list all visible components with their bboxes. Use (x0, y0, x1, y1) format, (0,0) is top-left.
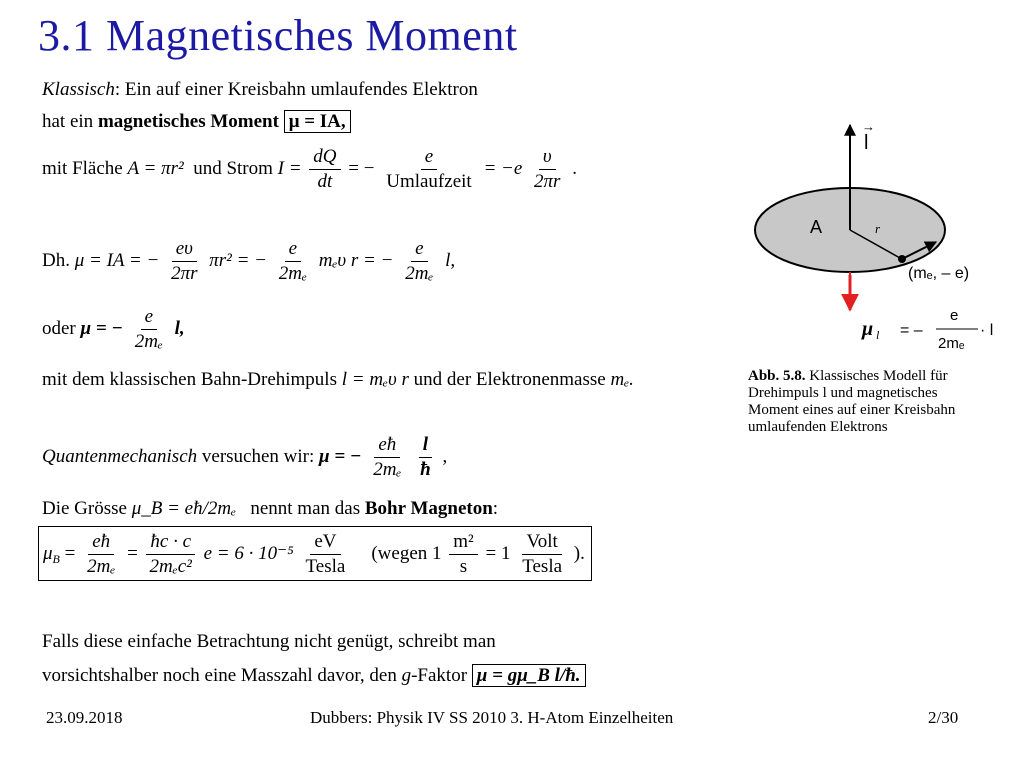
formula-equals: = – (900, 322, 923, 339)
equals-one: = 1 (485, 542, 511, 564)
closing-paren: ). (573, 542, 585, 564)
fraction-numerator: m² (449, 531, 477, 555)
text-line-1 (42, 78, 478, 102)
oder-label: oder (42, 317, 76, 339)
fraction-ehbar-2me (369, 434, 405, 481)
line6-electron-mass-text: und der Elektronenmasse (413, 369, 606, 390)
angular-momentum-symbol: l, (445, 249, 456, 271)
fraction-denominator: 2mₑ (373, 459, 402, 480)
text-line-6 (42, 368, 634, 392)
fraction-hbarc-2mec2 (146, 531, 196, 578)
equals-minus-e: = −e (483, 157, 523, 179)
l-vector-symbol: l, (174, 317, 185, 339)
bohr-magneton-term: Bohr Magneton (364, 498, 493, 519)
fraction-numerator: ħc · c (146, 531, 195, 555)
arrow-label-vec: → (862, 119, 875, 134)
footer-date: 23.09.2018 (46, 708, 123, 727)
electron-mass-symbol: mₑ. (610, 369, 634, 390)
text-line-7 (42, 434, 447, 481)
fraction-ehbar-2me-2 (83, 531, 119, 578)
fraction-dq-dt (309, 146, 340, 193)
comma: , (442, 445, 448, 467)
line3-prefix: mit Fläche (42, 157, 128, 179)
line3-strom: und Strom (193, 157, 278, 179)
fraction-denominator: dt (317, 171, 333, 192)
g-symbol: g (401, 665, 412, 686)
bohr-magneton-box (38, 526, 592, 581)
mu-expression: μ = − (80, 317, 123, 339)
fraction-numerator: e (421, 146, 437, 170)
fraction-numerator: eħ (88, 531, 114, 555)
wegen-text: (wegen 1 (371, 542, 442, 564)
line1-text: : Ein auf einer Kreisbahn umlaufendes Elektron (114, 79, 478, 100)
period: . (572, 157, 577, 179)
bohr-magneton-formula: μ_B = eħ/2mₑ (131, 498, 237, 519)
faktor-text: -Faktor (411, 665, 468, 686)
fraction-numerator: e (411, 238, 427, 262)
caption-text: Klassisches Modell für Drehimpuls l und magnetisches Moment eines auf einer Kreisbahn umlaufenden Elektrons (748, 368, 956, 435)
text-line-5 (42, 306, 185, 353)
angular-momentum-label: l (864, 132, 869, 154)
text-line-10: Falls diese einfache Betrachtung nicht genügt, schreibt man (42, 631, 496, 652)
fraction-denominator: 2mₑ (405, 263, 434, 284)
fraction-numerator: eħ (374, 434, 400, 458)
fraction-v-2pir (530, 146, 564, 193)
line11-text: vorsichtshalber noch eine Masszahl davor, den (42, 665, 397, 686)
mu-expression-qm: μ = − (319, 445, 362, 467)
fraction-e-2me-3 (131, 306, 167, 353)
classical-orbit-figure (740, 115, 1010, 365)
formula-numerator: e (950, 307, 959, 324)
fraction-numerator: eυ (172, 238, 197, 262)
text-line-2 (42, 110, 351, 134)
mu-subscript: l (876, 328, 880, 342)
fraction-denominator: 2πr (534, 171, 561, 192)
mu-label: μ (862, 318, 874, 340)
colon: : (492, 498, 499, 519)
pir2-expression: πr² = − (209, 249, 268, 271)
fraction-e-2me-2 (401, 238, 437, 285)
text-line-3 (42, 146, 577, 193)
fraction-numerator: eV (310, 531, 340, 555)
fraction-denominator: s (459, 556, 468, 577)
fraction-numerator: dQ (309, 146, 340, 170)
fraction-l-hbar (416, 434, 435, 481)
line6-text: mit dem klassischen Bahn-Drehimpuls (42, 369, 337, 390)
fraction-denominator: 2mₑ (87, 556, 116, 577)
caption-lead: Abb. 5.8. (748, 368, 806, 384)
fraction-denominator: ħ (420, 459, 431, 480)
magnetic-moment-term: magnetisches Moment (97, 111, 279, 132)
text-line-8 (42, 497, 498, 521)
equals-sign: = (127, 542, 138, 564)
equals-minus: = − (348, 157, 375, 179)
moment-definition-box: μ = IA, (284, 110, 351, 133)
quantenmechanisch-label: Quantenmechanisch (42, 445, 198, 467)
dh-label: Dh. (42, 249, 70, 271)
fraction-denominator: 2mₑ (134, 331, 163, 352)
formula-denominator: 2mₑ (938, 335, 965, 352)
fraction-numerator: e (285, 238, 301, 262)
mu-ia-expression: μ = IA = − (74, 249, 160, 271)
fraction-denominator: Tesla (522, 556, 563, 577)
mevr-expression: mₑυ r = − (318, 249, 394, 271)
area-formula: A = πr² (127, 157, 184, 179)
radius-label: r (875, 221, 881, 236)
g-factor-formula-box: μ = gμ_B l/ħ. (472, 664, 586, 687)
particle-label: (mₑ, – e) (908, 265, 970, 282)
fraction-numerator: Volt (522, 531, 561, 555)
fraction-ev-tesla (302, 531, 350, 578)
fraction-denominator: 2mₑc² (149, 556, 192, 577)
fraction-e-2me (275, 238, 311, 285)
fraction-e-umlaufzeit (382, 146, 475, 193)
area-label: A (810, 217, 823, 237)
fraction-numerator: l (419, 434, 432, 458)
fraction-denominator: Tesla (305, 556, 346, 577)
fraction-volt-tesla (518, 531, 566, 578)
mu-b-subscript: B (52, 551, 60, 566)
line2-prefix: hat ein (42, 111, 98, 132)
fraction-numerator: υ (539, 146, 556, 170)
footer-center: Dubbers: Physik IV SS 2010 3. H-Atom Einzelheiten (310, 708, 674, 727)
klassisch-label: Klassisch (42, 79, 115, 100)
footer-page: 2/30 (928, 708, 959, 727)
fraction-ev-2pir (167, 238, 201, 285)
formula-tail: · l (980, 322, 994, 339)
line8-prefix: Die Grösse (42, 498, 127, 519)
page-title: 3.1 Magnetisches Moment (38, 11, 518, 60)
text-line-11 (42, 664, 586, 688)
angular-momentum-formula: l = mₑυ r (341, 369, 409, 390)
fraction-numerator: e (141, 306, 157, 330)
fraction-denominator: 2πr (171, 263, 198, 284)
current-symbol: I = (277, 157, 302, 179)
mu-b-symbol: μ (43, 542, 53, 564)
equals-sign: = (64, 542, 76, 564)
line8-text: nennt man das (250, 498, 361, 519)
text-line-4 (42, 238, 455, 285)
line7-text: versuchen wir: (197, 445, 315, 467)
fraction-m2-s (449, 531, 477, 578)
numeric-value: e = 6 · 10⁻⁵ (203, 542, 294, 564)
figure-caption (748, 368, 988, 436)
fraction-denominator: Umlaufzeit (386, 171, 472, 192)
fraction-denominator: 2mₑ (278, 263, 307, 284)
